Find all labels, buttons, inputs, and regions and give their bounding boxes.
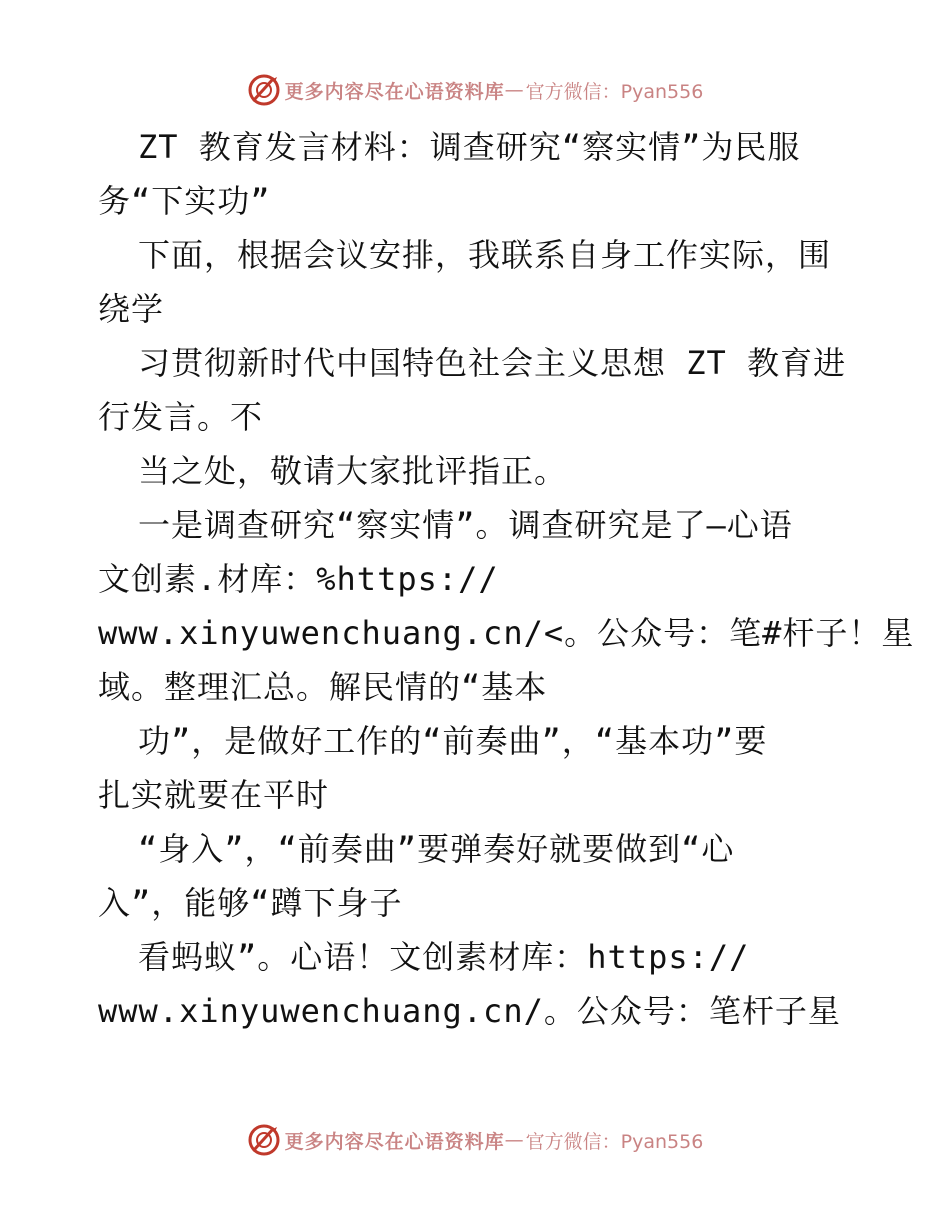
paragraph-line: “身入”，“前奏曲”要弹奏好就要做到“心 xyxy=(138,830,735,868)
header-watermark xyxy=(0,70,950,110)
paragraph-line: 扎实就要在平时 xyxy=(98,776,330,814)
watermark-wechat: 官方微信：Pyan556 xyxy=(525,80,704,103)
watermark-text: 更多内容尽在心语资料库 xyxy=(284,80,505,103)
paragraph-line: 习贯彻新时代中国特色社会主义思想 ZT 教育进 xyxy=(138,344,847,382)
paragraph-line: 当之处，敬请大家批评指正。 xyxy=(138,452,568,490)
paragraph-line: 绕学 xyxy=(98,290,165,328)
paragraph-line: 域。整理汇总。解民情的“基本 xyxy=(98,668,548,706)
footer-watermark xyxy=(0,1120,950,1160)
paragraph-line: 文创素.材库：%https:// xyxy=(98,560,499,598)
paragraph-line: www.xinyuwenchuang.cn/<。公众号：笔#杆子！星 xyxy=(98,614,915,652)
watermark-text: 更多内容尽在心语资料库 xyxy=(284,1130,505,1153)
watermark-separator: — xyxy=(504,79,524,101)
logo-icon xyxy=(247,1123,281,1157)
logo-icon xyxy=(247,73,281,107)
paragraph-line: www.xinyuwenchuang.cn/。公众号：笔杆子星 xyxy=(98,992,841,1030)
paragraph-line: 功”，是做好工作的“前奏曲”，“基本功”要 xyxy=(138,722,768,760)
watermark-wechat: 官方微信：Pyan556 xyxy=(525,1130,704,1153)
paragraph-line: 行发言。不 xyxy=(98,398,264,436)
document-body xyxy=(98,120,915,1038)
watermark-separator: — xyxy=(504,1129,524,1151)
paragraph-line: 入”，能够“蹲下身子 xyxy=(98,884,403,922)
paragraph-line: 下面，根据会议安排，我联系自身工作实际，围 xyxy=(138,236,832,274)
title-line: ZT 教育发言材料：调查研究“察实情”为民服 xyxy=(138,128,801,166)
paragraph-line: 一是调查研究“察实情”。调查研究是了—心语 xyxy=(138,506,793,544)
paragraph-line: 看蚂蚁”。心语！文创素材库：https:// xyxy=(138,938,750,976)
title-line: 务“下实功” xyxy=(98,182,271,220)
